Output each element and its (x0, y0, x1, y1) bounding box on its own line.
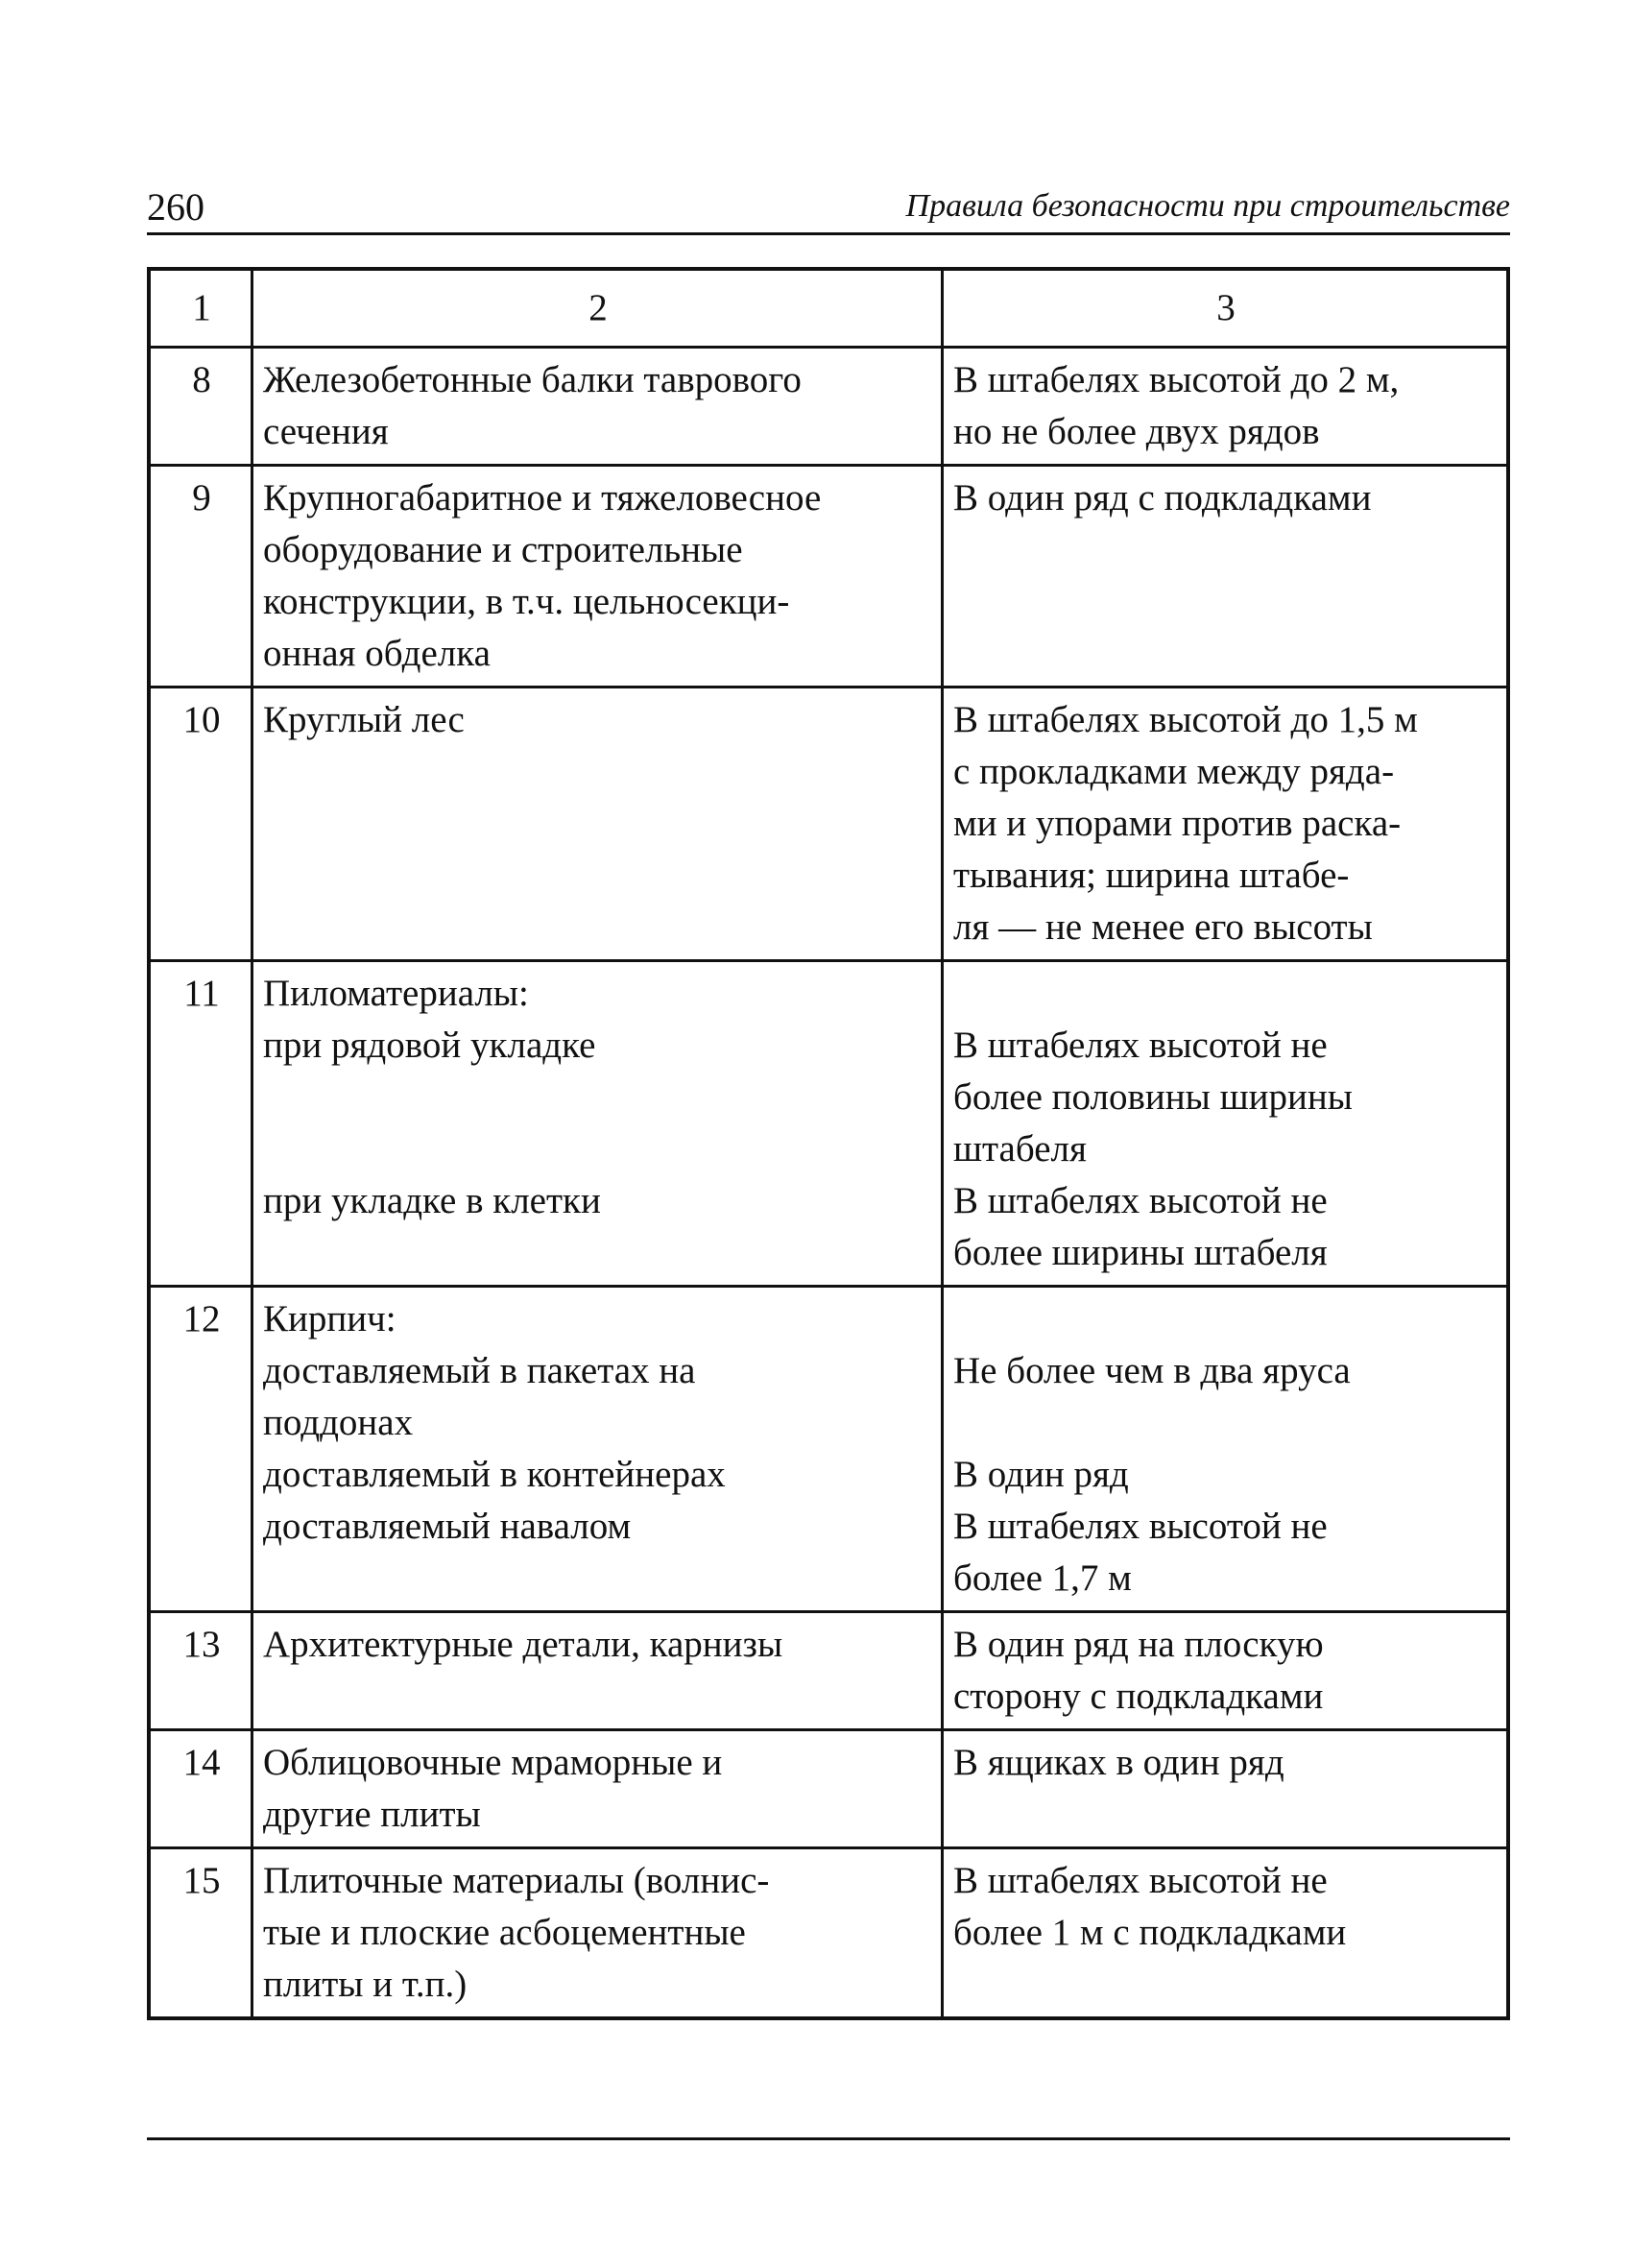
cell-line: ля — не менее его высоты (953, 906, 1373, 948)
table-row (149, 1612, 1508, 1730)
cell-line: В ящиках в один ряд (953, 1742, 1284, 1783)
cell-line: В один ряд на плоскую (953, 1624, 1324, 1665)
row-number: 12 (149, 1287, 252, 1612)
cell-line: сторону с подкладками (953, 1676, 1324, 1717)
cell-line: В один ряд с подкладками (953, 477, 1372, 519)
running-title: Правила безопасности при строительстве (905, 188, 1510, 224)
cell-line: доставляемый в пакетах на (263, 1350, 696, 1391)
storage-method-cell (943, 961, 1509, 1287)
cell-line: В один ряд (953, 1454, 1129, 1495)
cell-line: с прокладками между ряда- (953, 751, 1395, 792)
cell-line: В штабелях высотой не (953, 1860, 1328, 1901)
cell-line: ми и упорами против раска- (953, 803, 1402, 844)
storage-method-cell (943, 1612, 1509, 1730)
table-row (149, 466, 1508, 688)
cell-line: конструкции, в т.ч. цельносекци- (263, 581, 790, 622)
material-cell (252, 1730, 943, 1848)
cell-line: поддонах (263, 1402, 414, 1443)
material-cell (252, 1612, 943, 1730)
cell-line: Пиломатериалы: (263, 973, 529, 1014)
material-cell (252, 1848, 943, 2019)
cell-line: более 1 м с подкладками (953, 1912, 1347, 1953)
cell-line: Не более чем в два яруса (953, 1350, 1351, 1391)
cell-line: Кирпич: (263, 1298, 396, 1339)
storage-method-cell (943, 1730, 1509, 1848)
column-header-1: 1 (149, 269, 252, 348)
table-row (149, 1730, 1508, 1848)
table-row (149, 348, 1508, 466)
table-row (149, 688, 1508, 961)
row-number: 11 (149, 961, 252, 1287)
storage-method-cell (943, 688, 1509, 961)
row-number: 15 (149, 1848, 252, 2019)
cell-line: штабеля (953, 1128, 1087, 1170)
table-row (149, 1287, 1508, 1612)
cell-line: более 1,7 м (953, 1557, 1132, 1599)
cell-line: тые и плоские асбоцементные (263, 1912, 746, 1953)
cell-line (263, 1123, 933, 1175)
storage-method-cell (943, 1848, 1509, 2019)
cell-line: плиты и т.п.) (263, 1964, 468, 2005)
table-row (149, 1848, 1508, 2019)
storage-method-cell (943, 1287, 1509, 1612)
cell-line: В штабелях высотой до 1,5 м (953, 699, 1418, 740)
cell-line: но не более двух рядов (953, 411, 1320, 452)
material-cell (252, 688, 943, 961)
cell-line (953, 1293, 1499, 1345)
cell-line: В штабелях высотой не (953, 1506, 1328, 1547)
cell-line: Крупногабаритное и тяжеловесное (263, 477, 822, 519)
cell-line: доставляемый навалом (263, 1506, 632, 1547)
cell-line: Круглый лес (263, 699, 465, 740)
cell-line: Архитектурные детали, карнизы (263, 1624, 783, 1665)
column-header-3: 3 (943, 269, 1509, 348)
storage-method-cell (943, 348, 1509, 466)
row-number: 9 (149, 466, 252, 688)
bottom-rule (147, 2137, 1510, 2140)
cell-line: В штабелях высотой до 2 м, (953, 359, 1400, 400)
table-header-row (149, 269, 1508, 348)
material-cell (252, 466, 943, 688)
row-number: 8 (149, 348, 252, 466)
storage-rules-table (147, 267, 1510, 2020)
page-header (147, 184, 1510, 235)
storage-method-cell (943, 466, 1509, 688)
cell-line: при рядовой укладке (263, 1025, 596, 1066)
material-cell (252, 1287, 943, 1612)
cell-line: В штабелях высотой не (953, 1180, 1328, 1221)
row-number: 13 (149, 1612, 252, 1730)
column-header-2: 2 (252, 269, 943, 348)
cell-line: более половины ширины (953, 1076, 1353, 1118)
cell-line: онная обделка (263, 633, 491, 674)
row-number: 10 (149, 688, 252, 961)
material-cell (252, 348, 943, 466)
cell-line: Железобетонные балки таврового (263, 359, 802, 400)
cell-line: тывания; ширина штабе- (953, 855, 1350, 896)
cell-line (953, 968, 1499, 1020)
cell-line: доставляемый в контейнерах (263, 1454, 726, 1495)
cell-line: сечения (263, 411, 389, 452)
cell-line: при укладке в клетки (263, 1180, 601, 1221)
cell-line (263, 1072, 933, 1123)
material-cell (252, 961, 943, 1287)
page-number: 260 (147, 185, 204, 229)
cell-line: Облицовочные мраморные и (263, 1742, 723, 1783)
table-row (149, 961, 1508, 1287)
cell-line: другие плиты (263, 1794, 481, 1835)
row-number: 14 (149, 1730, 252, 1848)
cell-line: Плиточные материалы (волнис- (263, 1860, 770, 1901)
cell-line (953, 1397, 1499, 1449)
cell-line: В штабелях высотой не (953, 1025, 1328, 1066)
cell-line: оборудование и строительные (263, 529, 743, 570)
cell-line: более ширины штабеля (953, 1232, 1328, 1273)
